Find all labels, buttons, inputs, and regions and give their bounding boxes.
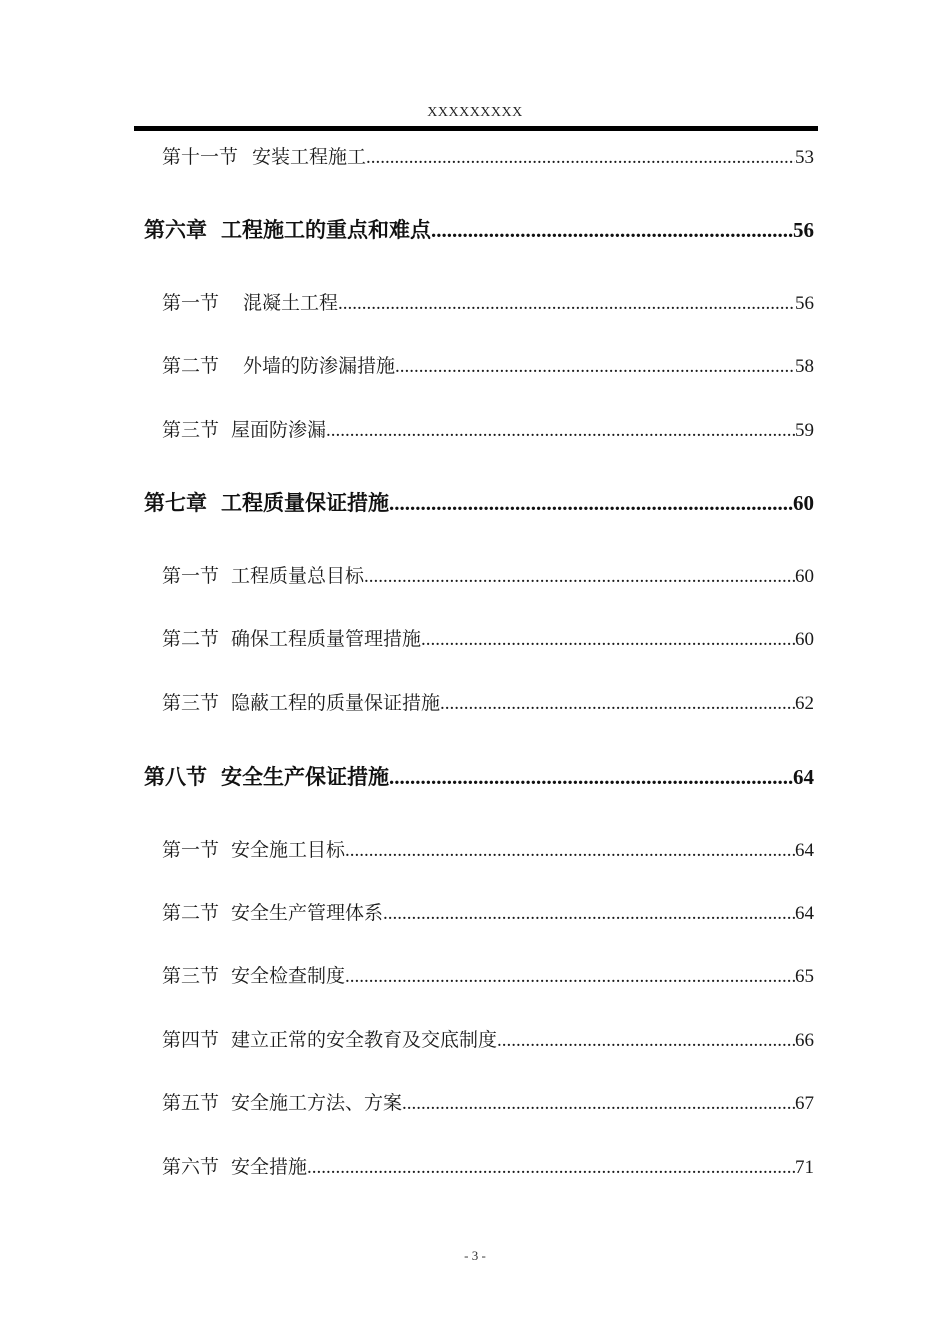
- toc-entry-number: 第三节: [162, 692, 220, 714]
- toc-chapter-entry[interactable]: [144, 488, 814, 518]
- page-number: - 3 -: [464, 1248, 486, 1263]
- toc-entry-page: 66: [795, 1030, 814, 1051]
- toc-entry-page: 62: [795, 693, 814, 714]
- toc-entry-number: 第十一节: [162, 146, 239, 168]
- toc-entry-title: 确保工程质量管理措施: [231, 628, 422, 650]
- toc-entry-page: 64: [795, 840, 814, 861]
- toc-entry[interactable]: [162, 689, 814, 717]
- toc-entry-page: 60: [795, 566, 814, 587]
- toc-leader-dots: [389, 488, 793, 518]
- toc-leader-dots: [366, 144, 795, 171]
- toc-entry-number: 第五节: [162, 1092, 220, 1114]
- toc-entry-title: 安全施工方法、方案: [231, 1092, 403, 1114]
- page-header: XXXXXXXXX: [427, 105, 523, 120]
- toc-leader-dots: [497, 1027, 795, 1054]
- toc-entry[interactable]: [162, 836, 814, 864]
- toc-entry-page: 58: [795, 356, 814, 377]
- toc-entry-number: 第四节: [162, 1029, 220, 1051]
- toc-entry-page: 60: [795, 629, 814, 650]
- toc-entry[interactable]: [162, 289, 814, 317]
- toc-entry-title: 屋面防渗漏: [231, 419, 327, 441]
- toc-entry[interactable]: [162, 562, 814, 590]
- toc-entry[interactable]: [162, 625, 814, 653]
- toc-entry[interactable]: [162, 1026, 814, 1054]
- header-rule: [134, 126, 818, 131]
- toc-entry-page: 64: [795, 903, 814, 924]
- toc-entry-title: 建立正常的安全教育及交底制度: [231, 1029, 498, 1051]
- toc-entry[interactable]: [162, 416, 814, 444]
- toc-entry-number: 第六节: [162, 1156, 220, 1178]
- toc-chapter-title: 安全生产保证措施: [221, 764, 389, 789]
- toc-entry-title: 安全措施: [231, 1156, 308, 1178]
- toc-entry-number: 第二节: [162, 902, 220, 924]
- toc-entry-number: 第三节: [162, 419, 220, 441]
- toc-chapter-number: 第六章: [144, 217, 207, 242]
- toc-leader-dots: [440, 690, 795, 717]
- toc-leader-dots: [307, 1154, 795, 1181]
- toc-chapter-title: 工程质量保证措施: [221, 490, 389, 515]
- toc-leader-dots: [345, 837, 795, 864]
- toc-entry-title: 安全施工目标: [231, 839, 346, 861]
- toc-entry-title: 安装工程施工: [252, 146, 367, 168]
- toc-leader-dots: [364, 563, 795, 590]
- toc-leader-dots: [326, 417, 795, 444]
- toc-entry-page: 53: [795, 147, 814, 168]
- toc-entry-title: 隐蔽工程的质量保证措施: [231, 692, 441, 714]
- toc-entry-number: 第一节: [162, 565, 220, 587]
- toc-leader-dots: [431, 215, 793, 245]
- toc-chapter-page: 56: [793, 218, 814, 242]
- toc-entry-page: 71: [795, 1157, 814, 1178]
- toc-leader-dots: [345, 963, 795, 990]
- toc-chapter-page: 60: [793, 491, 814, 515]
- toc-chapter-page: 64: [793, 765, 814, 789]
- toc-entry-title: 外墙的防渗漏措施: [243, 355, 396, 377]
- toc-entry-page: 67: [795, 1093, 814, 1114]
- toc-chapter-number: 第七章: [144, 490, 207, 515]
- toc-entry[interactable]: [162, 143, 814, 171]
- toc-entry-number: 第三节: [162, 965, 220, 987]
- toc-entry-title: 工程质量总目标: [231, 565, 365, 587]
- toc-entry-number: 第二节: [162, 628, 220, 650]
- toc-entry[interactable]: [162, 352, 814, 380]
- toc-entry[interactable]: [162, 1153, 814, 1181]
- toc-entry-number: 第一节: [162, 292, 220, 314]
- toc-chapter-entry[interactable]: [144, 215, 814, 245]
- toc-leader-dots: [383, 900, 795, 927]
- toc-leader-dots: [338, 290, 795, 317]
- toc-chapter-number: 第八节: [144, 764, 207, 789]
- toc-entry-page: 65: [795, 966, 814, 987]
- toc-entry-page: 56: [795, 293, 814, 314]
- toc-entry-title: 混凝土工程: [243, 292, 339, 314]
- toc-entry[interactable]: [162, 962, 814, 990]
- toc-entry[interactable]: [162, 899, 814, 927]
- toc-leader-dots: [389, 762, 793, 792]
- toc-chapter-entry[interactable]: [144, 762, 814, 792]
- toc-entry-title: 安全生产管理体系: [231, 902, 384, 924]
- toc-entry-number: 第二节: [162, 355, 220, 377]
- toc-entry-page: 59: [795, 420, 814, 441]
- toc-leader-dots: [402, 1090, 795, 1117]
- toc-leader-dots: [421, 626, 795, 653]
- toc-entry-title: 安全检查制度: [231, 965, 346, 987]
- toc-chapter-title: 工程施工的重点和难点: [221, 217, 431, 242]
- toc-entry[interactable]: [162, 1089, 814, 1117]
- toc-leader-dots: [395, 353, 795, 380]
- toc-entry-number: 第一节: [162, 839, 220, 861]
